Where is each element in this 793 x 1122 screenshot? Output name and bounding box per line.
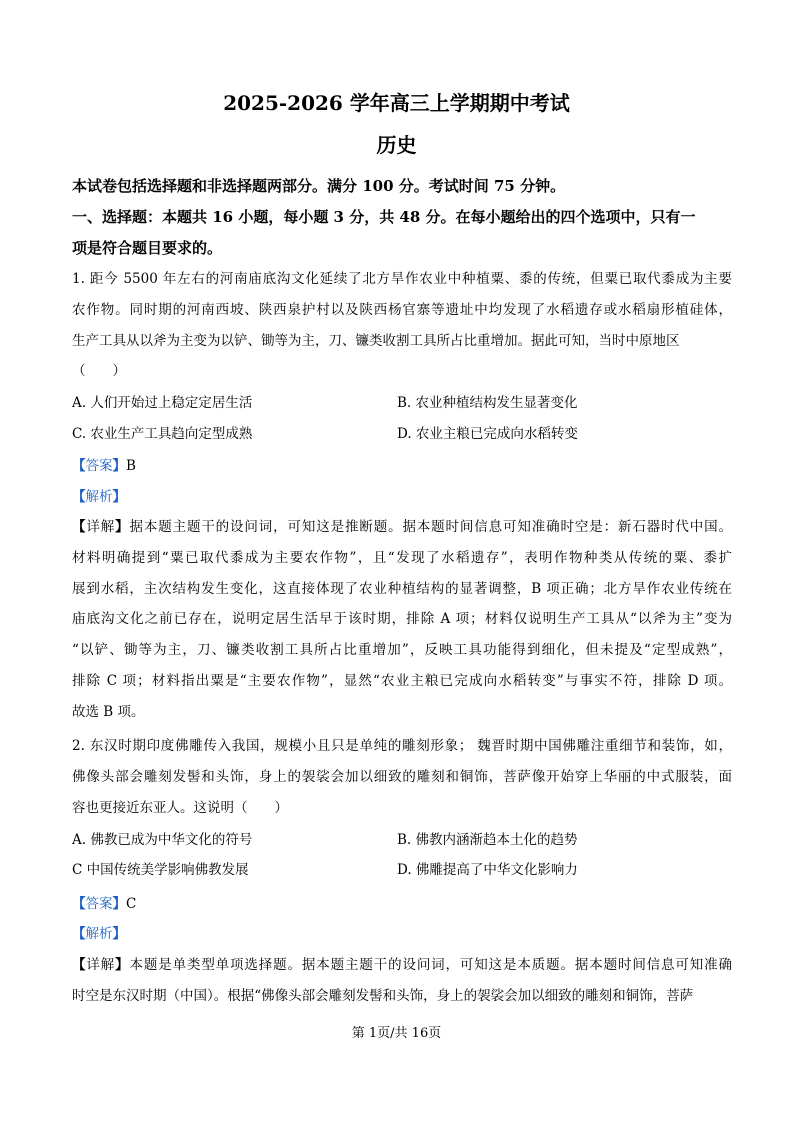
question-2-detail-line: 【详解】本题是单类型单项选择题。据本题主题干的设问词，可知这是本质题。据本题时间信息可知准确: [72, 957, 733, 973]
question-1-option-d: D. 农业主粮已完成向水稻转变: [397, 426, 578, 442]
question-1-option-b: B. 农业种植结构发生显著变化: [397, 395, 578, 411]
subject-title: 历史: [376, 133, 417, 157]
detail-label: 详解: [86, 957, 116, 973]
question-1-option-a: A. 人们开始过上稳定定居生活: [72, 395, 253, 411]
question-1-detail-line: 【详解】据本题主题干的设问词，可知这是推断题。据本题时间信息可知准确时空是：新石器时代中国。: [72, 519, 733, 535]
question-1-answer-bracket: （ ）: [72, 363, 126, 380]
question-1-detail: [72, 512, 732, 728]
question-2-stem-line: 佛像头部会雕刻发髻和头饰，身上的袈裟会加以细致的雕刻和铜饰，菩萨像开始穿上华丽的中式服装，面: [72, 768, 732, 785]
analysis-label: 解析: [85, 489, 113, 505]
question-2-answer: 【答案】C: [72, 896, 137, 912]
question-1-detail-line: 故选 B 项。: [72, 703, 145, 720]
question-2-stem-line: 2. 东汉时期印度佛雕传入我国，规模小且只是单纯的雕刻形象； 魏晋时期中国佛雕注重细节和装饰，如，: [72, 738, 732, 754]
question-1-stem-line: 农作物。同时期的河南西坡、陕西泉护村以及陕西杨官寨等遗址中均发现了水稻遗存或水稻扇形植硅体，: [72, 301, 732, 318]
question-1-answer: 【答案】B: [72, 458, 136, 474]
section-title-line-1: 一、选择题：本题共 16 小题，每小题 3 分，共 48 分。在每小题给出的四个选项中，只有一: [72, 208, 696, 226]
exam-title: 2025-2026 学年高三上学期期中考试: [223, 91, 570, 115]
answer-value: B: [126, 458, 136, 474]
question-1-detail-line: 排除 C 项；材料指出粟是“主要农作物”，显然“农业主粮已完成向水稻转变”与事实不符，排除 D 项。: [72, 672, 732, 689]
question-1-detail-line: 庙底沟文化之前已存在，说明定居生活早于该时期，排除 A 项；材料仅说明生产工具从“以斧为主”变为: [72, 611, 732, 628]
question-1-stem-line: 1. 距今 5500 年左右的河南庙底沟文化延续了北方旱作农业中种植粟、黍的传统，但粟已取代黍成为主要: [72, 271, 732, 287]
detail-label: 详解: [86, 519, 116, 535]
question-2-option-a: A. 佛教已成为中华文化的符号: [72, 832, 253, 848]
page-number: 第 1页/共 16页: [351, 1026, 442, 1041]
answer-label: 答案: [85, 896, 113, 912]
answer-label: 答案: [85, 458, 113, 474]
question-1-detail-line: 展到水稻，主次结构发生变化，这直接体现了农业种植结构的显著调整，B 项正确；北方旱作农业传统在: [72, 580, 732, 597]
question-2-option-c: C 中国传统美学影响佛教发展: [72, 862, 249, 878]
question-1-detail-line: 材料明确提到“粟已取代黍成为主要农作物”，且“发现了水稻遗存”，表明作物种类从传统的粟、黍扩: [72, 549, 732, 566]
question-1-detail-line: “以铲、锄等为主，刀、镰类收割工具所占比重增加”，反映工具功能得到细化，但未提及“定型成熟”，: [72, 642, 732, 659]
question-2-stem-line: 容也更接近东亚人。这说明（ ）: [72, 799, 288, 816]
question-1-stem: [72, 264, 732, 387]
question-1-analysis-heading: 【解析】: [72, 489, 126, 505]
question-2-detail: [72, 950, 732, 1012]
section-title-line-2: 项是符合题目要求的。: [72, 239, 223, 257]
question-2-analysis-heading: 【解析】: [72, 926, 126, 942]
exam-intro: 本试卷包括选择题和非选择题两部分。满分 100 分。考试时间 75 分钟。: [72, 177, 566, 195]
question-1-option-c: C. 农业生产工具趋向定型成熟: [72, 426, 253, 442]
analysis-label: 解析: [85, 926, 113, 942]
question-2-stem: [72, 731, 732, 823]
question-1-stem-line: 生产工具从以斧为主变为以铲、锄等为主，刀、镰类收割工具所占比重增加。据此可知，当时中原地区: [72, 332, 680, 349]
answer-value: C: [126, 896, 137, 912]
question-2-detail-line: 时空是东汉时期（中国）。根据“佛像头部会雕刻发髻和头饰，身上的袈裟会加以细致的雕刻和铜饰，菩萨: [72, 987, 694, 1004]
question-2-option-d: D. 佛雕提高了中华文化影响力: [397, 862, 578, 878]
question-2-option-b: B. 佛教内涵渐趋本土化的趋势: [397, 832, 578, 848]
